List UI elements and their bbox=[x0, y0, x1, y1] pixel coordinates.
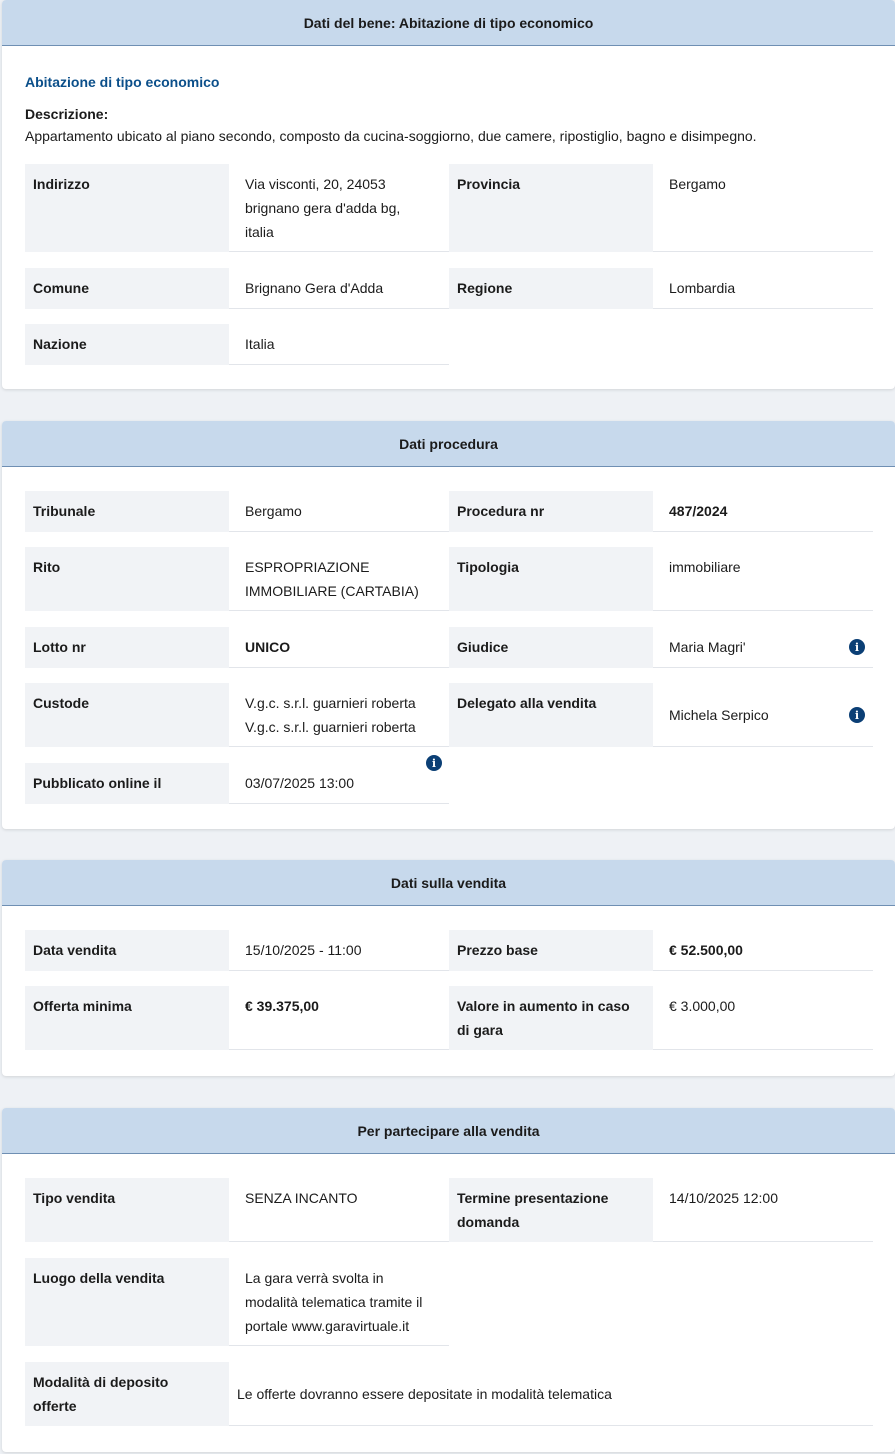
luogo-line: La gara verrà svolta in bbox=[245, 1270, 384, 1286]
prezzo-base-label: Prezzo base bbox=[449, 930, 653, 971]
nazione-label: Nazione bbox=[25, 324, 229, 365]
info-icon[interactable]: i bbox=[426, 755, 442, 771]
regione-label: Regione bbox=[449, 268, 653, 309]
indirizzo-line: italia bbox=[245, 224, 274, 240]
delegato-text: Michela Serpico bbox=[669, 707, 769, 723]
termine-label bbox=[449, 1178, 653, 1242]
bene-card bbox=[2, 0, 895, 389]
indirizzo-line: Via visconti, 20, 24053 bbox=[245, 176, 386, 192]
bene-title: Abitazione di tipo economico bbox=[25, 74, 220, 90]
comune-label: Comune bbox=[25, 268, 229, 309]
bene-header: Dati del bene: Abitazione di tipo economico bbox=[2, 0, 895, 46]
deposito-value bbox=[229, 1362, 873, 1426]
tribunale-value: Bergamo bbox=[229, 491, 449, 532]
aumento-label bbox=[449, 986, 653, 1050]
luogo-line: portale www.garavirtuale.it bbox=[245, 1318, 410, 1334]
info-icon[interactable]: i bbox=[849, 707, 865, 723]
comune-value: Brignano Gera d'Adda bbox=[229, 268, 449, 309]
provincia-label: Provincia bbox=[449, 164, 653, 252]
partecipare-header: Per partecipare alla vendita bbox=[2, 1108, 895, 1154]
luogo-value bbox=[229, 1258, 449, 1346]
lotto-label: Lotto nr bbox=[25, 627, 229, 668]
indirizzo-label: Indirizzo bbox=[25, 164, 229, 252]
aumento-label-line: di gara bbox=[457, 1022, 503, 1038]
nazione-value: Italia bbox=[229, 324, 449, 365]
data-vendita-label: Data vendita bbox=[25, 930, 229, 971]
deposito-label bbox=[25, 1362, 229, 1426]
lotto-value: UNICO bbox=[229, 627, 449, 668]
deposito-text: Le offerte dovranno essere depositate in modalità telematica bbox=[237, 1386, 612, 1402]
pubblicato-label: Pubblicato online il bbox=[25, 763, 229, 804]
rito-line: IMMOBILIARE (CARTABIA) bbox=[245, 583, 419, 599]
procedura-nr-label: Procedura nr bbox=[449, 491, 653, 532]
partecipare-card bbox=[2, 1108, 895, 1452]
prezzo-base-value: € 52.500,00 bbox=[653, 930, 873, 971]
rito-line: ESPROPRIAZIONE bbox=[245, 559, 370, 575]
giudice-value: Maria Magri' bbox=[653, 627, 873, 668]
tipologia-value: immobiliare bbox=[653, 547, 873, 611]
custode-line: V.g.c. s.r.l. guarnieri roberta bbox=[245, 719, 416, 735]
indirizzo-line: brignano gera d'adda bg, bbox=[245, 200, 401, 216]
descrizione-text: Appartamento ubicato al piano secondo, composto da cucina-soggiorno, due camere, ripostiglio, bagno e disimpegno. bbox=[25, 128, 757, 144]
aumento-value: € 3.000,00 bbox=[653, 986, 873, 1050]
tipo-vendita-label: Tipo vendita bbox=[25, 1178, 229, 1242]
delegato-value bbox=[653, 683, 873, 747]
tribunale-label: Tribunale bbox=[25, 491, 229, 532]
luogo-line: modalità telematica tramite il bbox=[245, 1294, 423, 1310]
indirizzo-value bbox=[229, 164, 449, 252]
termine-label-line: Termine presentazione bbox=[457, 1190, 609, 1206]
procedura-card bbox=[2, 421, 895, 829]
giudice-label: Giudice bbox=[449, 627, 653, 668]
rito-label: Rito bbox=[25, 547, 229, 611]
luogo-label: Luogo della vendita bbox=[25, 1258, 229, 1346]
termine-label-line: domanda bbox=[457, 1214, 520, 1230]
provincia-value: Bergamo bbox=[653, 164, 873, 252]
offerta-minima-label: Offerta minima bbox=[25, 986, 229, 1050]
custode-label: Custode bbox=[25, 683, 229, 747]
tipo-vendita-value: SENZA INCANTO bbox=[229, 1178, 449, 1242]
info-icon[interactable]: i bbox=[849, 639, 865, 655]
custode-line: V.g.c. s.r.l. guarnieri roberta bbox=[245, 695, 416, 711]
delegato-label: Delegato alla vendita bbox=[449, 683, 653, 747]
descrizione-label: Descrizione: bbox=[25, 106, 109, 122]
termine-value: 14/10/2025 12:00 bbox=[653, 1178, 873, 1242]
custode-value bbox=[229, 683, 449, 747]
procedura-header: Dati procedura bbox=[2, 421, 895, 467]
procedura-nr-value: 487/2024 bbox=[653, 491, 873, 532]
vendita-header: Dati sulla vendita bbox=[2, 860, 895, 906]
rito-value bbox=[229, 547, 449, 611]
deposito-label-line: offerte bbox=[33, 1398, 77, 1414]
aumento-label-line: Valore in aumento in caso bbox=[457, 998, 630, 1014]
deposito-label-line: Modalità di deposito bbox=[33, 1374, 169, 1390]
data-vendita-value: 15/10/2025 - 11:00 bbox=[229, 930, 449, 971]
tipologia-label: Tipologia bbox=[449, 547, 653, 611]
vendita-card bbox=[2, 860, 895, 1076]
offerta-minima-value: € 39.375,00 bbox=[229, 986, 449, 1050]
pubblicato-value: 03/07/2025 13:00 bbox=[229, 763, 449, 804]
regione-value: Lombardia bbox=[653, 268, 873, 309]
